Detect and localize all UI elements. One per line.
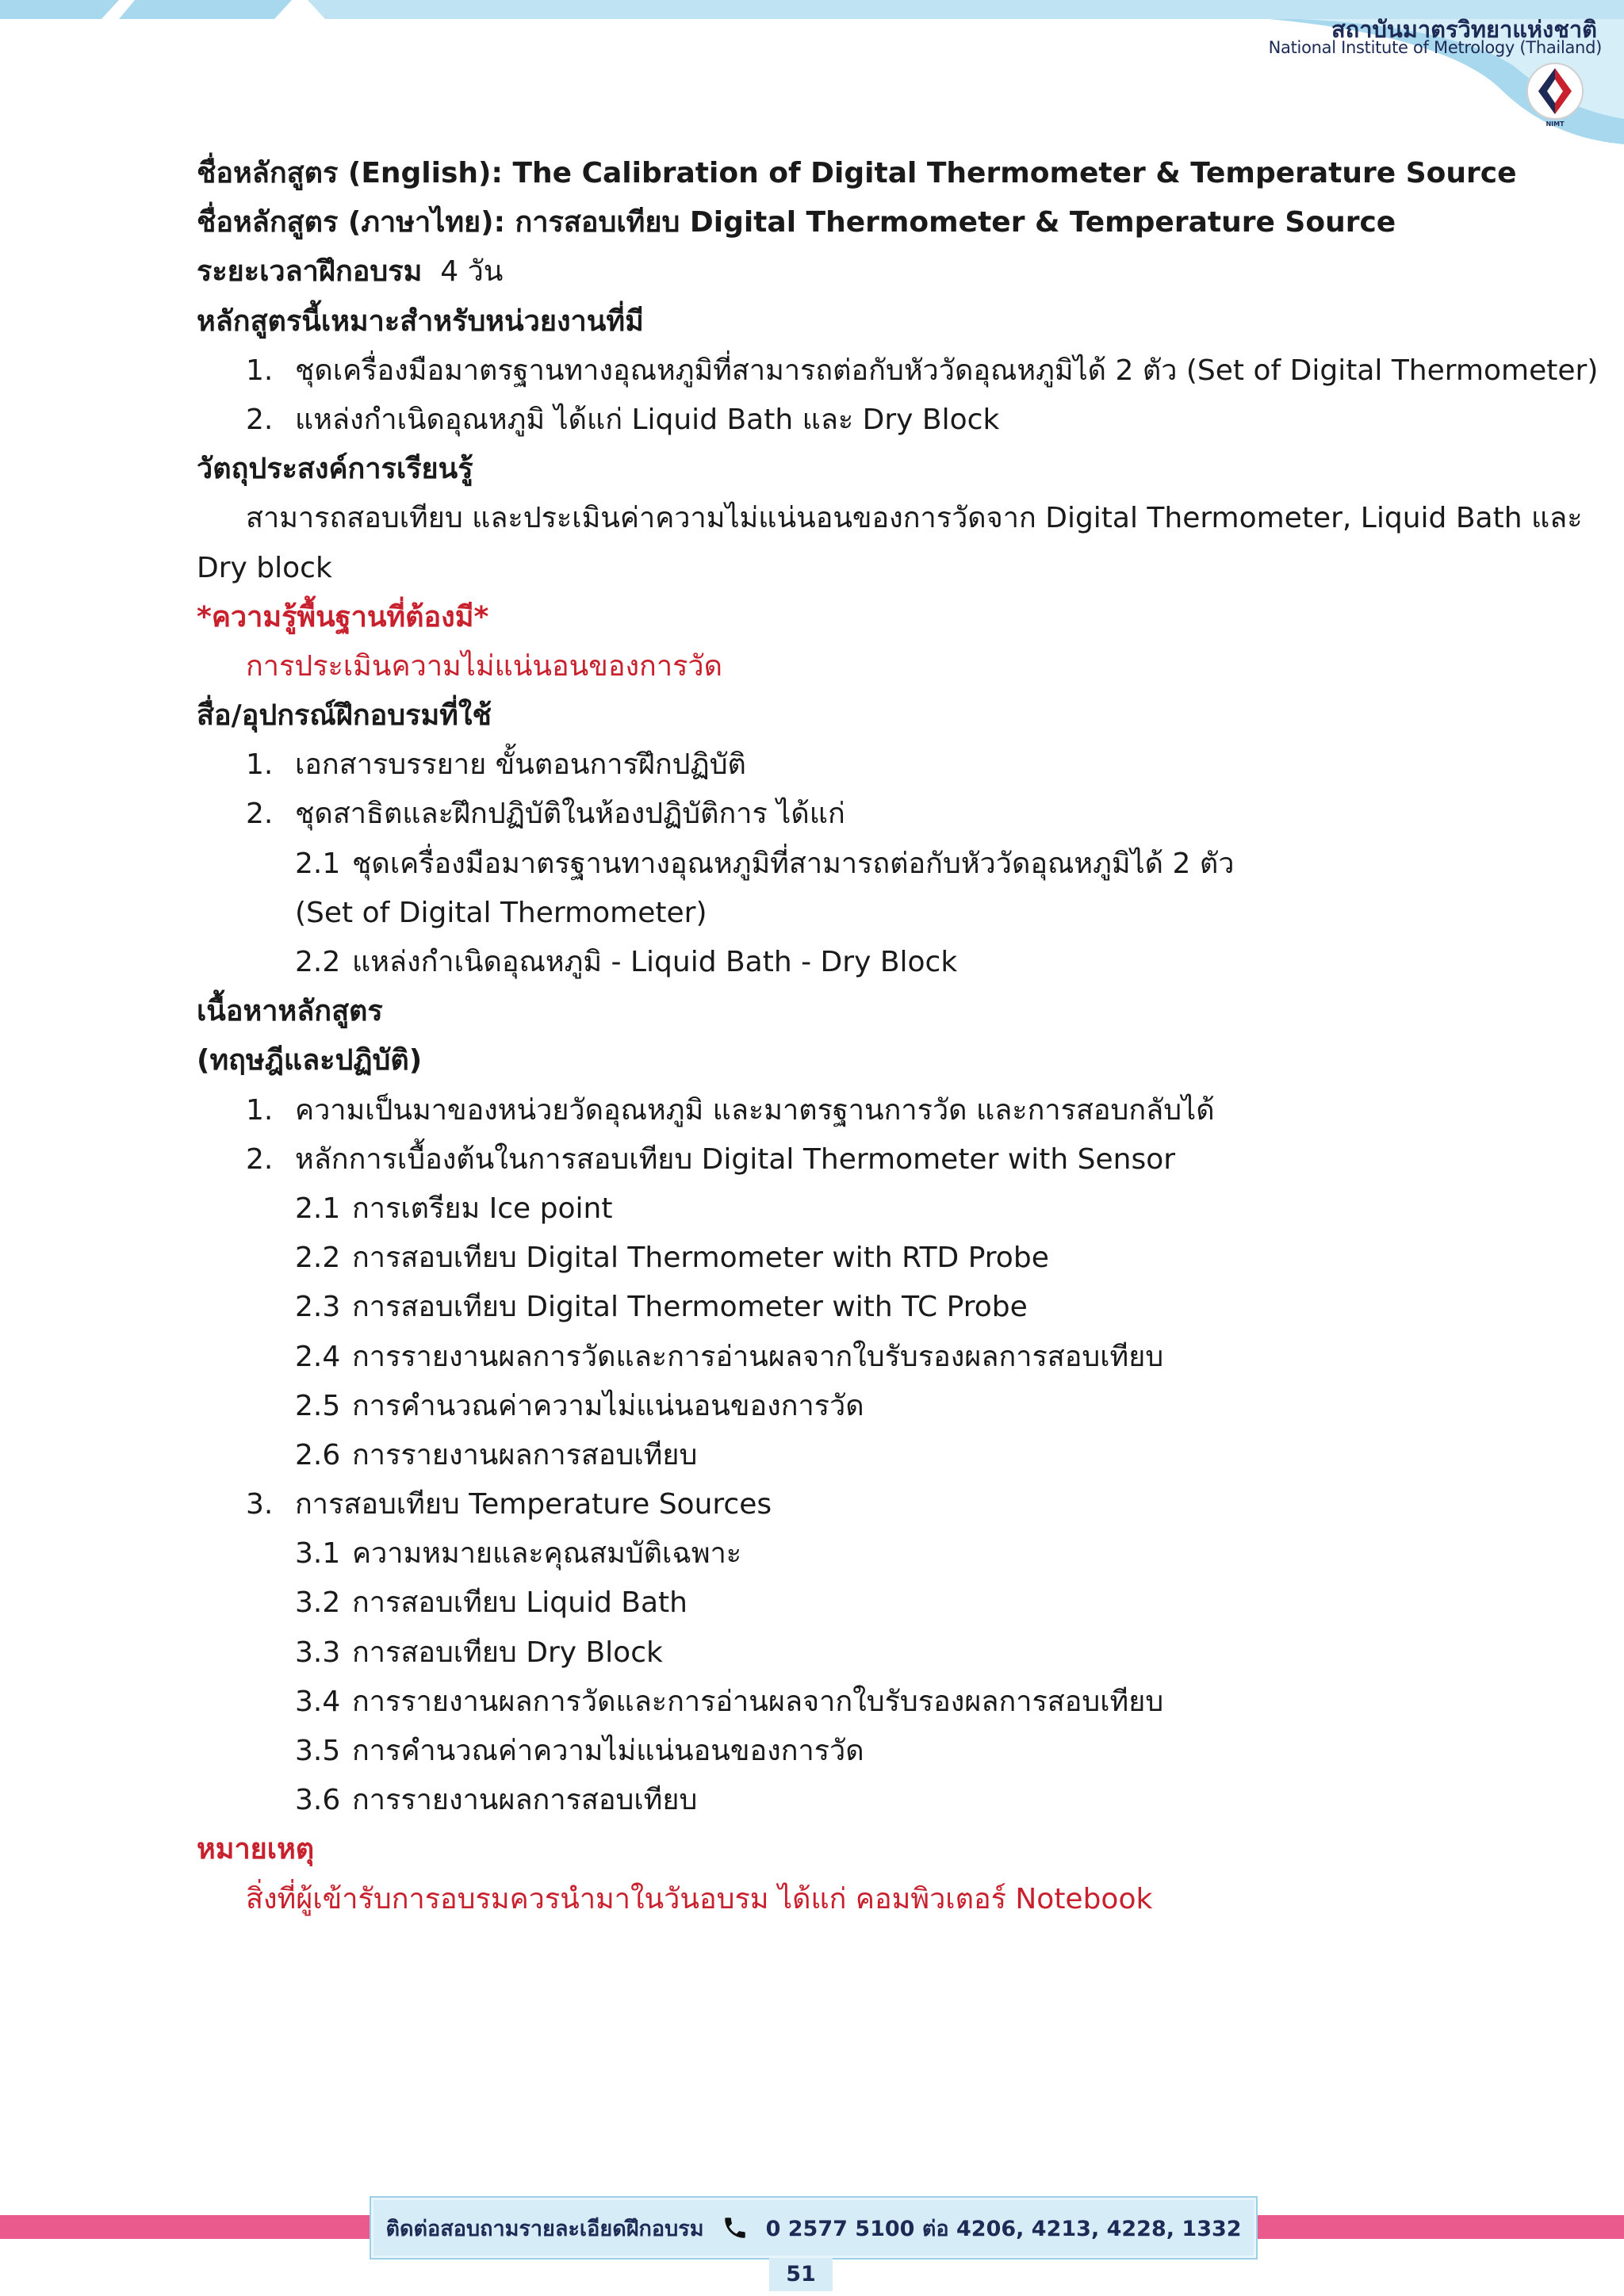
contact-label: ติดต่อสอบถามรายละเอียดฝึกอบรม <box>385 2216 704 2241</box>
prerequisite-heading: *ความรู้พื้นฐานที่ต้องมี* <box>197 600 489 633</box>
note-heading: หมายเหตุ <box>197 1833 315 1866</box>
list-text: ความเป็นมาของหน่วยวัดอุณหภูมิ และมาตรฐานการวัด และการสอบกลับได้ <box>295 1093 1215 1127</box>
sub-list-text: การเตรียม Ice point <box>352 1192 613 1225</box>
list-item <box>197 396 1513 445</box>
sub-list-item <box>197 1628 1513 1678</box>
list-text: ชุดเครื่องมือมาตรฐานทางอุณหภูมิที่สามารถต่อกับหัววัดอุณหภูมิได้ 2 ตัว (Set of Digital Thermometer) <box>295 354 1599 387</box>
org-name-english: National Institute of Metrology (Thailand) <box>1268 38 1602 57</box>
note-text: สิ่งที่ผู้เข้ารับการอบรมควรนำมาในวันอบรม ได้แก่ คอมพิวเตอร์ Notebook <box>246 1882 1153 1915</box>
sub-list-item <box>197 1727 1513 1776</box>
title-thai-line <box>197 198 1513 247</box>
sub-list-item <box>197 1283 1513 1332</box>
duration-label: ระยะเวลาฝึกอบรม <box>197 255 423 289</box>
contact-banner <box>371 2198 1256 2258</box>
sub-list-item <box>197 1333 1513 1382</box>
sub-list-item <box>197 1678 1513 1727</box>
sub-list-number: 3.3 <box>295 1636 341 1669</box>
page-number: 51 <box>769 2258 833 2291</box>
content-subheading: (ทฤษฎีและปฏิบัติ) <box>197 1044 423 1077</box>
list-text: ชุดสาธิตและฝึกปฏิบัติในห้องปฏิบัติการ ได้แก่ <box>295 798 845 831</box>
content-heading: เนื้อหาหลักสูตร <box>197 995 383 1028</box>
course-detail <box>197 149 1599 1924</box>
sub-list-item <box>197 1529 1513 1578</box>
phone-icon <box>722 2214 749 2241</box>
sub-list-number: 2.5 <box>295 1389 341 1422</box>
sub-list-number: 2.3 <box>295 1291 341 1324</box>
prerequisite-text: การประเมินความไม่แน่นอนของการวัด <box>246 649 722 683</box>
sub-list-number: 2.1 <box>295 1192 341 1225</box>
list-item <box>197 1480 1513 1529</box>
list-item <box>197 346 1599 396</box>
sub-list-number: 2.6 <box>295 1438 341 1471</box>
sub-list-text: การรายงานผลการสอบเทียบ <box>352 1784 698 1817</box>
sub-list-number: 2.2 <box>295 946 341 978</box>
list-item <box>197 740 1513 790</box>
title-thai: การสอบเทียบ Digital Thermometer & Temperature Source <box>515 206 1396 239</box>
list-item <box>197 1086 1513 1135</box>
duration-line <box>197 247 1513 297</box>
sub-list-text: แหล่งกำเนิดอุณหภูมิ - Liquid Bath - Dry Block <box>352 946 958 978</box>
list-text: แหล่งกำเนิดอุณหภูมิ ได้แก่ Liquid Bath และ Dry Block <box>295 403 1000 436</box>
sub-list-item <box>197 1234 1513 1283</box>
sub-list-text: การสอบเทียบ Liquid Bath <box>352 1586 688 1620</box>
list-text: การสอบเทียบ Temperature Sources <box>295 1488 772 1521</box>
list-number: 1. <box>246 354 274 387</box>
sub-list-number: 2.1 <box>295 847 341 880</box>
contact-phone: 0 2577 5100 ต่อ 4206, 4213, 4228, 1332 <box>765 2216 1242 2241</box>
objective-text: สามารถสอบเทียบ และประเมินค่าความไม่แน่นอนของการวัดจาก Digital Thermometer, Liquid Bath และ <box>246 502 1583 535</box>
list-number: 2. <box>246 1142 274 1176</box>
title-thai-label: ชื่อหลักสูตร (ภาษาไทย): <box>197 206 505 239</box>
sub-list-item <box>197 1578 1513 1628</box>
org-name-thai: สถาบันมาตรวิทยาแห่งชาติ <box>1331 16 1597 43</box>
media-heading: สื่อ/อุปกรณ์ฝึกอบรมที่ใช้ <box>197 699 492 733</box>
title-english-label: ชื่อหลักสูตร (English): <box>197 157 503 189</box>
sub-list-text: การรายงานผลการวัดและการอ่านผลจากใบรับรองผลการสอบเทียบ <box>352 1685 1164 1718</box>
list-text: เอกสารบรรยาย ขั้นตอนการฝึกปฏิบัติ <box>295 748 746 782</box>
sub-list-text: การคำนวณค่าความไม่แน่นอนของการวัด <box>352 1735 864 1767</box>
sub-list-item <box>197 840 1513 889</box>
sub-list-text: (Set of Digital Thermometer) <box>295 896 707 929</box>
sub-list-text: การรายงานผลการวัดและการอ่านผลจากใบรับรองผลการสอบเทียบ <box>352 1340 1164 1373</box>
objective-text-cont: Dry block <box>197 551 332 584</box>
sub-list-number: 3.6 <box>295 1784 341 1817</box>
list-number: 1. <box>246 1093 274 1127</box>
sub-list-item-cont <box>197 889 1513 938</box>
sub-list-item <box>197 938 1513 987</box>
sub-list-item <box>197 1184 1513 1234</box>
list-item <box>197 1135 1513 1184</box>
sub-list-item <box>197 1776 1513 1825</box>
sub-list-text: ความหมายและคุณสมบัติเฉพาะ <box>352 1537 742 1571</box>
sub-list-item <box>197 1431 1513 1480</box>
list-item <box>197 790 1513 839</box>
list-number: 3. <box>246 1488 274 1521</box>
sub-list-text: การสอบเทียบ Digital Thermometer with RTD Probe <box>352 1242 1049 1275</box>
sub-list-text: การรายงานผลการสอบเทียบ <box>352 1438 698 1471</box>
list-text: หลักการเบื้องต้นในการสอบเทียบ Digital Thermometer with Sensor <box>295 1142 1176 1176</box>
sub-list-number: 3.5 <box>295 1735 341 1767</box>
sub-list-number: 3.2 <box>295 1586 341 1620</box>
sub-list-text: การสอบเทียบ Dry Block <box>352 1636 663 1669</box>
sub-list-text: ชุดเครื่องมือมาตรฐานทางอุณหภูมิที่สามารถต่อกับหัววัดอุณหภูมิได้ 2 ตัว <box>352 847 1235 880</box>
logo-abbreviation: NIMT <box>1545 121 1565 128</box>
sub-list-number: 3.1 <box>295 1537 341 1571</box>
sub-list-item <box>197 1382 1513 1431</box>
title-english: The Calibration of Digital Thermometer & Temperature Source <box>512 157 1517 189</box>
sub-list-number: 2.4 <box>295 1340 341 1373</box>
list-number: 1. <box>246 748 274 782</box>
sub-list-text: การสอบเทียบ Digital Thermometer with TC Probe <box>352 1291 1028 1324</box>
list-number: 2. <box>246 403 274 436</box>
duration-value: 4 วัน <box>440 255 504 289</box>
sub-list-number: 3.4 <box>295 1685 341 1718</box>
sub-list-number: 2.2 <box>295 1242 341 1275</box>
suitable-heading: หลักสูตรนี้เหมาะสำหรับหน่วยงานที่มี <box>197 304 644 338</box>
list-number: 2. <box>246 798 274 831</box>
title-english-line <box>197 149 1517 198</box>
sub-list-text: การคำนวณค่าความไม่แน่นอนของการวัด <box>352 1389 864 1422</box>
objective-heading: วัตถุประสงค์การเรียนรู้ <box>197 453 473 486</box>
